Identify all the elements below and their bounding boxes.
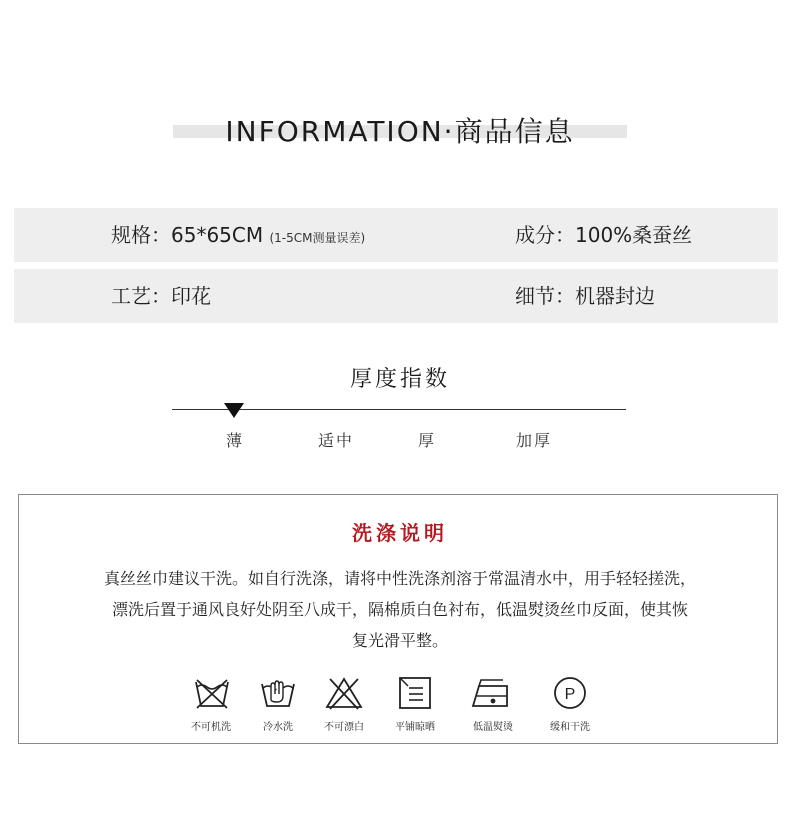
spec-size-label: 规格：65*65CM [111,223,264,247]
spec-size-note: (1-5CM测量误差) [269,231,366,245]
icon-label-flat-dry: 平铺晾晒 [395,722,435,733]
thickness-level-thin: 薄 [226,431,245,450]
no-machine-wash-icon [182,676,242,710]
dry-clean-p-icon [540,676,600,710]
spec-craft: 工艺：印花 [111,284,211,308]
page-title: INFORMATION·商品信息 [225,115,575,148]
care-title: 洗涤说明 [352,521,448,545]
icon-label-low-iron: 低温熨烫 [473,722,513,733]
spec-size [111,208,365,262]
spec-row-2 [14,269,778,323]
icon-label-dry-clean: 缓和干洗 [550,722,590,733]
thickness-marker-icon [224,403,244,418]
thickness-title: 厚度指数 [349,367,450,392]
flat-dry-icon [385,676,445,710]
care-line: 漂洗后置于通风良好处阴至八成干，隔棉质白色衬布，低温熨烫丝巾反面，使其恢 [111,600,688,619]
thickness-level-thick: 厚 [418,431,437,450]
thickness-level-extra-thick: 加厚 [516,431,553,450]
spec-material: 成分：100%桑蚕丝 [515,223,693,247]
icon-label-cold-wash: 冷水洗 [263,722,293,733]
spec-detail: 细节：机器封边 [515,284,655,308]
care-line: 复光滑平整。 [351,631,448,650]
icon-label-no-bleach: 不可漂白 [324,722,364,733]
thickness-level-medium: 适中 [318,431,355,450]
icon-label-no-machine-wash: 不可机洗 [191,722,231,733]
cold-hand-wash-icon [248,676,308,710]
spec-row-1 [14,208,778,262]
no-bleach-icon [314,676,374,710]
svg-text:P: P [564,686,576,703]
care-line: 真丝丝巾建议干洗。如自行洗涤，请将中性洗涤剂溶于常温清水中，用手轻轻搓洗， [103,569,696,588]
low-iron-icon [461,676,521,710]
care-text [50,563,750,656]
